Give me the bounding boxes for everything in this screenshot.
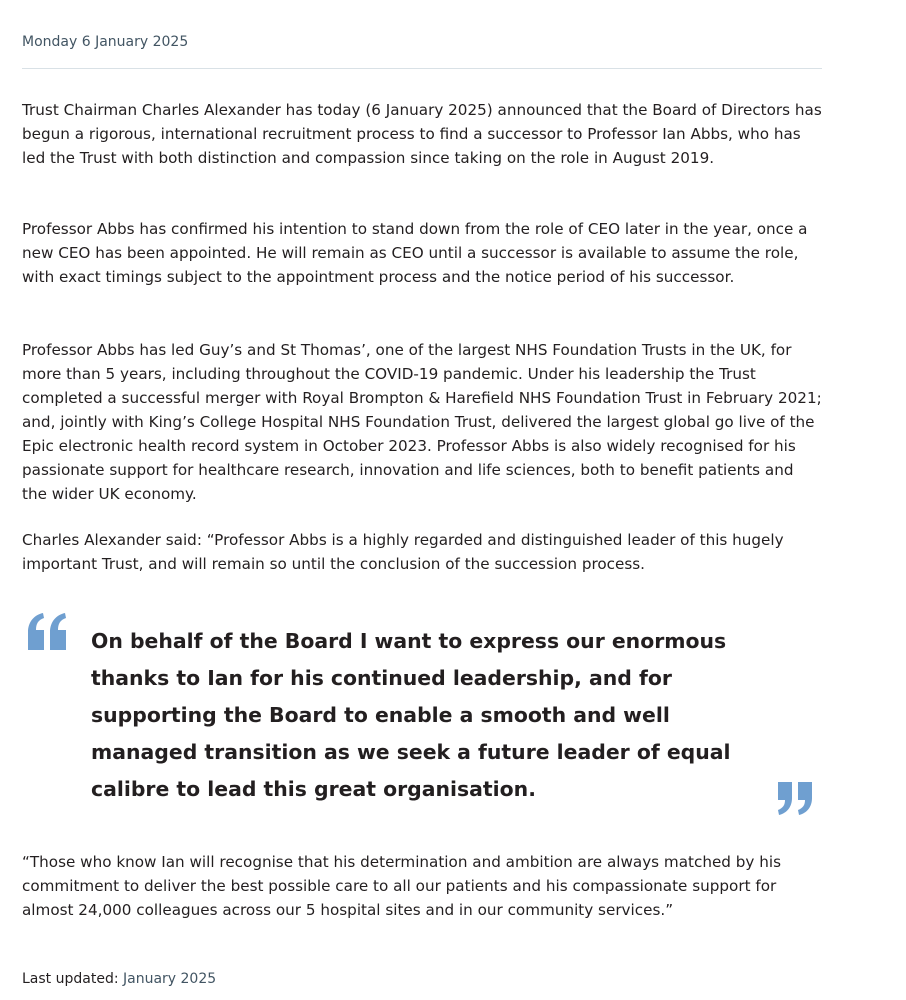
- quote-open-icon: [26, 610, 70, 654]
- quote-close-icon: [776, 780, 816, 816]
- paragraph-chairman-statement: Charles Alexander said: “Professor Abbs is a highly regarded and distinguished leader of this hugely important Trust, and will remain so until the conclusion of the succession process.: [22, 531, 784, 573]
- divider: [22, 68, 822, 69]
- last-updated: [22, 970, 216, 988]
- publish-date: Monday 6 January 2025: [22, 34, 189, 50]
- paragraph-stand-down: Professor Abbs has confirmed his intention to stand down from the role of CEO later in the year, once a new CEO has been appointed. He will remain as CEO until a successor is available to assume the role, with exact timings subject to the appointment process and the notice period of his successor.: [22, 220, 808, 286]
- paragraph-achievements: Professor Abbs has led Guy’s and St Thomas’, one of the largest NHS Foundation Trusts in the UK, for more than 5 years, including throughout the COVID-19 pandemic. Under his leadership the Trust completed a successful merger with Royal Brompton & Harefield NHS Foundation Trust in February 2021; and, jointly with King’s College Hospital NHS Foundation Trust, delivered the largest global go live of the Epic electronic health record system in October 2023. Professor Abbs is also widely recognised for his passionate support for healthcare research, innovation and life sciences, both to benefit patients and the wider UK economy.: [22, 341, 822, 503]
- pull-quote-text: On behalf of the Board I want to express our enormous thanks to Ian for his continued leadership, and for supporting the Board to enable a smooth and well managed transition as we seek a future leader of equal calibre to lead this great organisation.: [91, 629, 731, 801]
- pull-quote: [22, 610, 822, 820]
- paragraph-announcement: Trust Chairman Charles Alexander has today (6 January 2025) announced that the Board of Directors has begun a rigorous, international recruitment process to find a successor to Professor Ian Abbs, who has led the Trust with both distinction and compassion since taking on the role in August 2019.: [22, 101, 822, 167]
- last-updated-value: January 2025: [123, 971, 217, 987]
- paragraph-closing-quote: “Those who know Ian will recognise that his determination and ambition are always matched by his commitment to deliver the best possible care to all our patients and his compassionate support for almost 24,000 colleagues across our 5 hospital sites and in our community services.”: [22, 853, 781, 919]
- last-updated-label: Last updated:: [22, 971, 119, 987]
